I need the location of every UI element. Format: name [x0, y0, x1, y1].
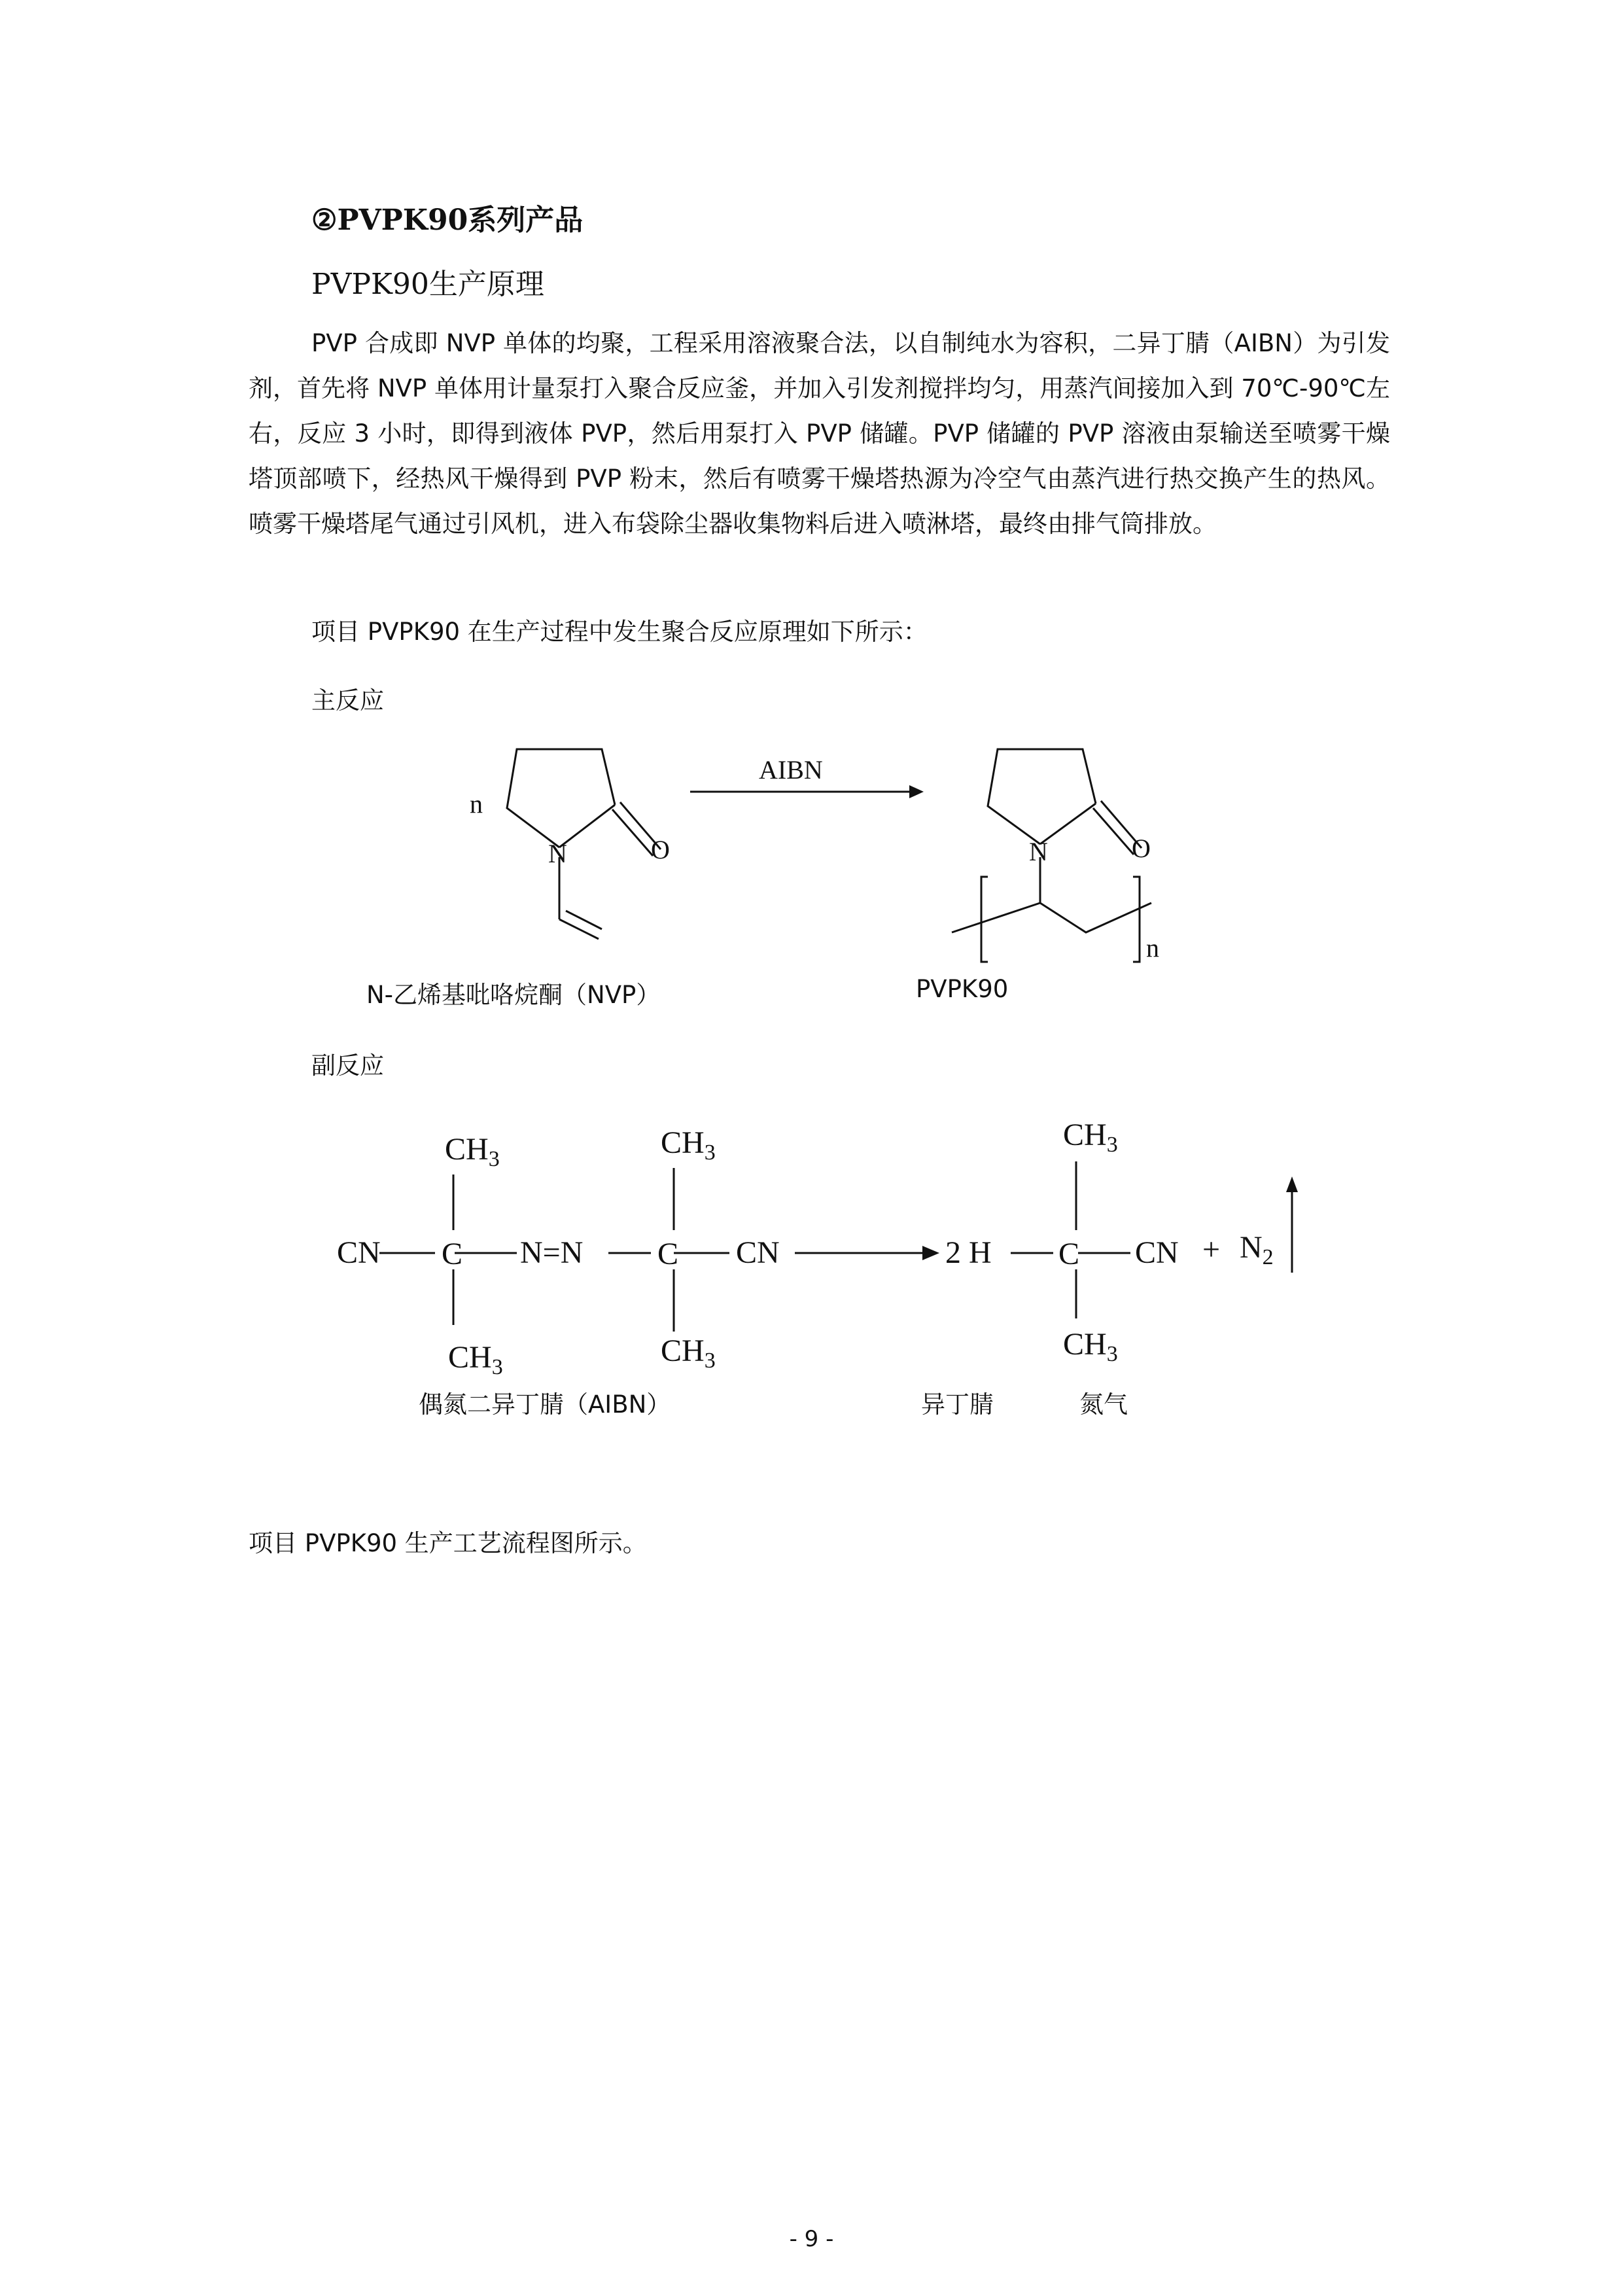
- main-reaction-label: 主反应: [311, 686, 384, 715]
- nvp-atom-n: N: [548, 839, 567, 868]
- c-product: C: [1058, 1237, 1080, 1271]
- nvp-atom-o: O: [651, 835, 670, 864]
- nvp-caption: N-乙烯基吡咯烷酮（NVP）: [366, 981, 661, 1009]
- ch3-product-top: $CH_3$: [1063, 1118, 1118, 1157]
- repeat-unit-n: n: [1146, 933, 1159, 963]
- main-reaction-scheme: [0, 707, 1623, 995]
- coefficient-n: n: [470, 789, 483, 819]
- pvpk90-caption: PVPK90: [916, 975, 1009, 1003]
- cn-right: CN: [736, 1235, 780, 1270]
- isobutyronitrile-caption: 异丁腈: [921, 1390, 994, 1419]
- ch3-product-bottom: $CH_3$: [1063, 1327, 1118, 1366]
- ch3-top-right: $CH_3$: [661, 1125, 716, 1165]
- cn-product: CN: [1135, 1235, 1179, 1270]
- body-paragraph-text: PVP 合成即 NVP 单体的均聚，工程采用溶液聚合法，以自制纯水为容积，二异丁腈（AIBN）为引发剂，首先将 NVP 单体用计量泵打入聚合反应釜，并加入引发剂搅拌均匀，用蒸汽间接加入到 70℃-90℃左右，反应 3 小时，即得到液体 PVP，然后用泵打入 PVP 储罐。PVP 储罐的 PVP 溶液由泵输送至喷雾干燥塔顶部喷下，经热风干燥得到 PVP 粉末，然后有喷雾干燥塔热源为冷空气由蒸汽进行热交换产生的热风。喷雾干燥塔尾气通过引风机，进入布袋除尘器收集物料后进入喷淋塔，最终由排气筒排放。: [249, 329, 1390, 538]
- section-heading: ②PVPK90系列产品: [311, 203, 584, 237]
- azo-group: N=N: [520, 1235, 584, 1270]
- intro-line: 项目 PVPK90 在生产过程中发生聚合反应原理如下所示：: [311, 618, 928, 646]
- pvp-atom-n: N: [1029, 837, 1048, 866]
- page-number: - 9 -: [789, 2226, 834, 2252]
- ch3-top-left: $CH_3$: [445, 1132, 500, 1171]
- c-left: C: [442, 1237, 463, 1271]
- side-reaction-label: 副反应: [311, 1051, 384, 1080]
- closing-line: 项目 PVPK90 生产工艺流程图所示。: [249, 1529, 647, 1557]
- nitrogen-caption: 氮气: [1079, 1390, 1128, 1419]
- side-reaction-scheme: [0, 1106, 1623, 1381]
- plus-sign: +: [1202, 1232, 1221, 1267]
- ch3-bottom-left: $CH_3$: [448, 1340, 503, 1379]
- section-subheading: PVPK90生产原理: [311, 268, 544, 301]
- coefficient-2h: 2 H: [945, 1235, 992, 1270]
- reagent-aibn: AIBN: [759, 755, 823, 785]
- ch3-bottom-right: $CH_3$: [661, 1333, 716, 1373]
- cn-left: CN: [337, 1235, 381, 1270]
- body-paragraph: [249, 321, 1390, 546]
- n2-gas: $N_2$: [1240, 1230, 1274, 1269]
- c-right: C: [657, 1237, 679, 1271]
- aibn-caption: 偶氮二异丁腈（AIBN）: [419, 1390, 671, 1419]
- pvp-atom-o: O: [1132, 834, 1151, 863]
